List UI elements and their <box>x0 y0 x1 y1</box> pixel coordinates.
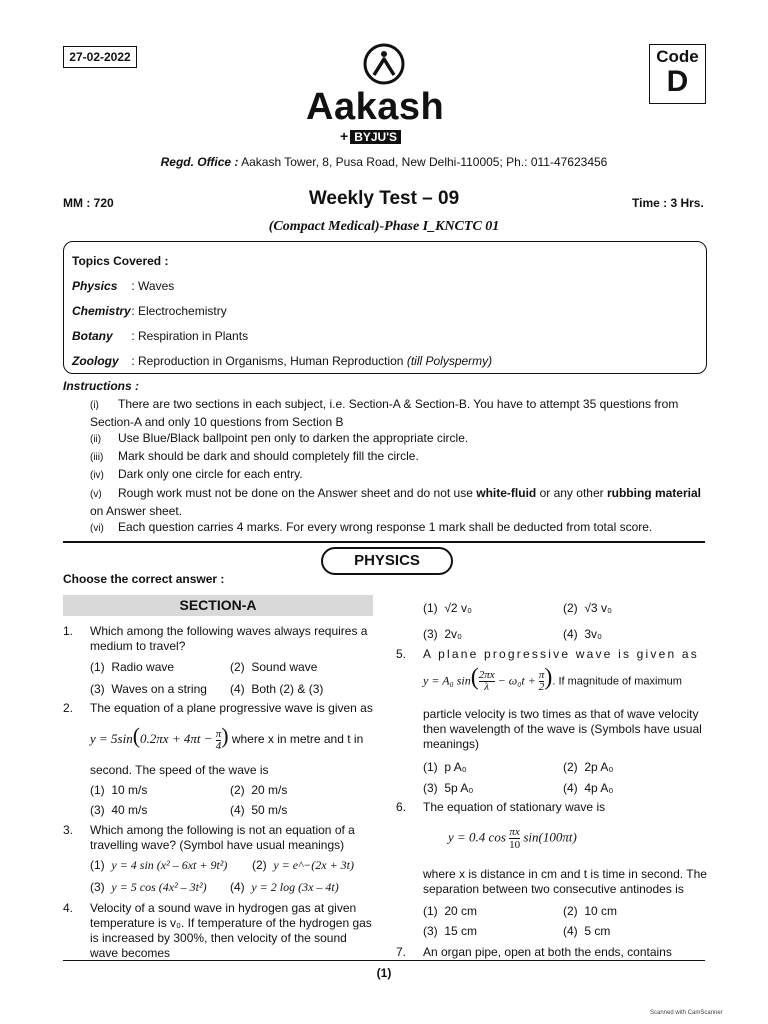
option: (1) 10 m/s <box>90 783 148 797</box>
question-2-equation: y = 5sin(0.2πx + 4πt − $\frac{\pi}{4}$ ) where x in metre and t in <box>90 723 364 752</box>
question-4: 4. Velocity of a sound wave in hydrogen gas at given temperature is v₀. If temperature of the hydrogen gas is increased by 300%, then velocity of the sound wave becomes <box>63 901 372 960</box>
option: (3) 40 m/s <box>90 803 148 817</box>
instructions-heading: Instructions : <box>63 379 140 393</box>
option: (3) 5p A₀ <box>423 781 474 795</box>
option: (2) y = e^−(2x + 3t) <box>252 858 355 872</box>
question-2-cont: second. The speed of the wave is <box>90 763 269 777</box>
question-3: 3. Which among the following is not an equation of a travelling wave? (Symbol have usual meanings) <box>63 823 355 852</box>
option: (4) Both (2) & (3) <box>230 682 324 696</box>
option: (4) 5 cm <box>563 924 611 938</box>
option: (4) y = 2 log (3x – 4t) <box>230 880 339 894</box>
paper-code-box <box>649 44 706 104</box>
scanner-watermark: Scanned with CamScanner <box>650 1010 723 1016</box>
instruction-item: (iii) Mark should be dark and should completely fill the circle. <box>90 449 419 463</box>
option: (1) y = 4 sin (x² – 6xt + 9t²) <box>90 858 228 872</box>
instruction-item: (iv) Dark only one circle for each entry. <box>90 467 303 481</box>
option: (1) 20 cm <box>423 904 478 918</box>
footer-divider <box>63 960 705 961</box>
test-duration: Time : 3 Hrs. <box>632 196 704 210</box>
choose-instruction: Choose the correct answer : <box>63 572 225 586</box>
question-2: 2. The equation of a plane progressive wave is given as <box>63 701 373 715</box>
question-6-equation: y = 0.4 cos $\frac{\pi x}{10}$ sin(100πt) <box>448 826 577 851</box>
option: (2) 10 cm <box>563 904 618 918</box>
question-5: 5. A plane progressive wave is given as <box>396 647 699 661</box>
max-marks: MM : 720 <box>63 196 114 210</box>
option: (2) √3 v₀ <box>563 601 612 615</box>
aakash-logo-icon <box>362 42 406 86</box>
topic-row-botany: Botany : Respiration in Plants <box>72 329 249 343</box>
option: (3) 2v₀ <box>423 627 462 641</box>
code-value: D <box>666 65 689 98</box>
option: (3) 15 cm <box>423 924 478 938</box>
section-a-heading: SECTION-A <box>63 595 373 616</box>
question-7: 7. An organ pipe, open at both the ends, contains <box>396 945 672 959</box>
instruction-item: (i) There are two sections in each subject, i.e. Section-A & Section-B. You have to attempt 35 questions from Section-A and only 10 questions from Section B <box>90 397 679 429</box>
question-5-equation: y = A₀ sin( $\frac{2\pi x}{\lambda}$ − ω₀t + $\frac{\pi}{2}$ ). If magnitude of maximum <box>423 664 682 693</box>
option: (4) 4p A₀ <box>563 781 614 795</box>
question-5-cont: particle velocity is two times as that of wave velocity then wavelength of the wave is (Symbols have usual meanings) <box>423 707 702 751</box>
topic-row-chemistry: Chemistry : Electrochemistry <box>72 304 227 318</box>
test-title: Weekly Test – 09 <box>308 188 460 209</box>
option: (2) 2p A₀ <box>563 760 614 774</box>
brand-partner: + BYJU'S <box>340 128 401 144</box>
instruction-item: (vi) Each question carries 4 marks. For every wrong response 1 mark shall be deducted from total score. <box>90 520 653 534</box>
question-6-cont: where x is distance in cm and t is time in second. The separation between two consecutive antinodes is <box>423 867 707 896</box>
date-box: 27-02-2022 <box>63 46 137 68</box>
registered-office: Regd. Office : Aakash Tower, 8, Pusa Road, New Delhi-110005; Ph.: 011-47623456 <box>160 155 608 169</box>
option: (2) Sound wave <box>230 660 318 674</box>
option: (4) 50 m/s <box>230 803 288 817</box>
option: (3) Waves on a string <box>90 682 207 696</box>
instruction-item: (ii) Use Blue/Black ballpoint pen only to darken the appropriate circle. <box>90 431 469 445</box>
brand-name: Aakash <box>306 86 445 128</box>
option: (4) 3v₀ <box>563 627 602 641</box>
topics-heading: Topics Covered : <box>72 254 169 268</box>
test-subtitle: (Compact Medical)-Phase I_KNCTC 01 <box>268 219 500 234</box>
topic-row-zoology: Zoology : Reproduction in Organisms, Human Reproduction (till Polyspermy) <box>72 354 493 368</box>
question-6: 6. The equation of stationary wave is <box>396 800 606 814</box>
question-1: 1. Which among the following waves always requires a medium to travel? <box>63 624 368 653</box>
option: (3) y = 5 cos (4x² – 3t²) <box>90 880 207 894</box>
code-label: Code <box>656 47 699 66</box>
topic-row-physics: Physics : Waves <box>72 279 175 293</box>
instruction-item: (v) Rough work must not be done on the Answer sheet and do not use white-fluid or any other rubbing material on Answer sheet. <box>90 486 701 518</box>
option: (1) Radio wave <box>90 660 175 674</box>
physics-heading: PHYSICS <box>321 547 453 575</box>
option: (1) p A₀ <box>423 760 467 774</box>
page-number: (1) <box>376 966 392 980</box>
divider <box>63 541 705 543</box>
option: (1) √2 v₀ <box>423 601 472 615</box>
option: (2) 20 m/s <box>230 783 288 797</box>
